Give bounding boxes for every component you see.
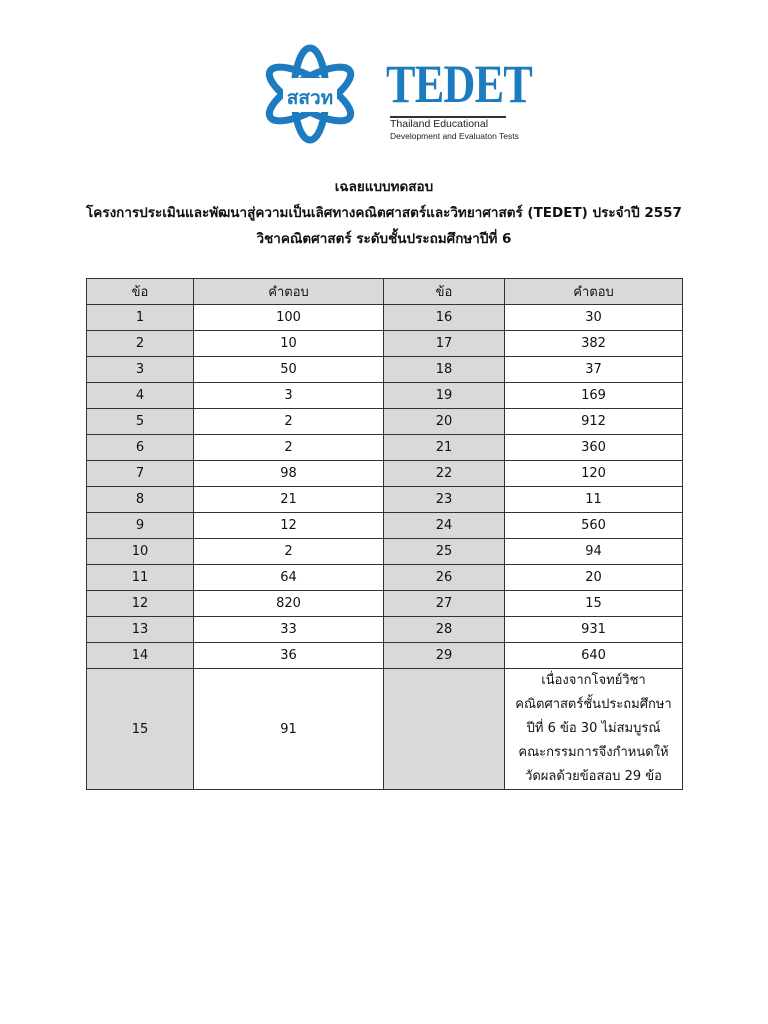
table-row [87,643,683,669]
question-no-cell: 3 [87,357,194,383]
answer-cell: 2 [194,435,384,461]
question-no-cell: 24 [384,513,505,539]
answer-cell: 11 [505,487,683,513]
question-no-cell: 12 [87,591,194,617]
question-no-cell: 29 [384,643,505,669]
title-line-1: เฉลยแบบทดสอบ [334,179,434,195]
header-question-no: ข้อ [87,279,194,305]
table-header-row [87,279,683,305]
answer-cell: 912 [505,409,683,435]
answer-cell: 382 [505,331,683,357]
table-row [87,409,683,435]
answer-cell: 64 [194,565,384,591]
table-row [87,617,683,643]
answer-cell: 12 [194,513,384,539]
question-no-cell: 16 [384,305,505,331]
table-row [87,539,683,565]
question-no-cell: 8 [87,487,194,513]
question-no-cell: 17 [384,331,505,357]
answer-cell: 30 [505,305,683,331]
ipst-logo-text: สสวท [286,87,334,109]
question-no-cell: 28 [384,617,505,643]
table-row [87,305,683,331]
question-no-cell: 2 [87,331,194,357]
answer-cell: 560 [505,513,683,539]
question-no-cell: 11 [87,565,194,591]
question-no-cell: 9 [87,513,194,539]
question-no-cell: 19 [384,383,505,409]
answer-cell: 169 [505,383,683,409]
question-no-cell: 25 [384,539,505,565]
question-no-cell: 1 [87,305,194,331]
table-row [87,461,683,487]
answer-cell: 360 [505,435,683,461]
note-line: เนื่องจากโจทย์วิชา [541,673,646,688]
table-row [87,357,683,383]
note-line: คณิตศาสตร์ชั้นประถมศึกษา [515,697,672,712]
question-no-cell: 15 [87,669,194,790]
answer-cell: 94 [505,539,683,565]
answer-cell: 120 [505,461,683,487]
answer-cell: 10 [194,331,384,357]
question-no-cell: 10 [87,539,194,565]
table-row [87,487,683,513]
document-titles [0,174,768,252]
question-no-cell: 13 [87,617,194,643]
question-no-cell: 20 [384,409,505,435]
question-no-cell: 7 [87,461,194,487]
note-line: ปีที่ 6 ข้อ 30 ไม่สมบูรณ์ [526,721,661,736]
answer-cell: 98 [194,461,384,487]
title-line-3: วิชาคณิตศาสตร์ ระดับชั้นประถมศึกษาปีที่ 6 [256,231,512,247]
table-row [87,435,683,461]
question-no-cell: 21 [384,435,505,461]
question-no-cell: 26 [384,565,505,591]
header-question-no-2: ข้อ [384,279,505,305]
header-answer-2: คำตอบ [505,279,683,305]
header-answer: คำตอบ [194,279,384,305]
note-cell [505,669,683,790]
question-no-cell: 27 [384,591,505,617]
tedet-logo-word: TEDET [386,54,533,114]
answer-cell: 3 [194,383,384,409]
answer-cell: 820 [194,591,384,617]
title-line-2: โครงการประเมินและพัฒนาสู่ความเป็นเลิศทางคณิตศาสตร์และวิทยาศาสตร์ (TEDET) ประจำปี 2557 [86,205,682,221]
question-no-cell: 14 [87,643,194,669]
tedet-logo-subtitle-2: Development and Evaluaton Tests [390,131,519,141]
tedet-logo [386,54,533,150]
ipst-atom-logo [258,40,362,148]
question-no-cell: 18 [384,357,505,383]
answer-cell: 36 [194,643,384,669]
question-no-cell: 23 [384,487,505,513]
table-row [87,591,683,617]
answer-cell: 91 [194,669,384,790]
answer-key-table [86,278,683,790]
answer-cell: 50 [194,357,384,383]
table-row [87,331,683,357]
tedet-logo-subtitle-1: Thailand Educational [390,118,489,130]
table-row [87,383,683,409]
table-row [87,565,683,591]
question-no-cell: 4 [87,383,194,409]
question-no-cell: 22 [384,461,505,487]
header-logos [0,40,768,152]
answer-cell: 2 [194,409,384,435]
answer-cell: 2 [194,539,384,565]
answer-cell: 33 [194,617,384,643]
answer-cell: 15 [505,591,683,617]
note-line: คณะกรรมการจึงกำหนดให้ [518,745,669,760]
answer-cell: 931 [505,617,683,643]
answer-cell: 640 [505,643,683,669]
note-line: วัดผลด้วยข้อสอบ 29 ข้อ [525,769,662,784]
table-row [87,513,683,539]
answer-cell: 20 [505,565,683,591]
answer-cell: 100 [194,305,384,331]
answer-cell: 37 [505,357,683,383]
question-no-cell-empty [384,669,505,790]
question-no-cell: 5 [87,409,194,435]
question-no-cell: 6 [87,435,194,461]
table-row-last [87,669,683,790]
answer-cell: 21 [194,487,384,513]
